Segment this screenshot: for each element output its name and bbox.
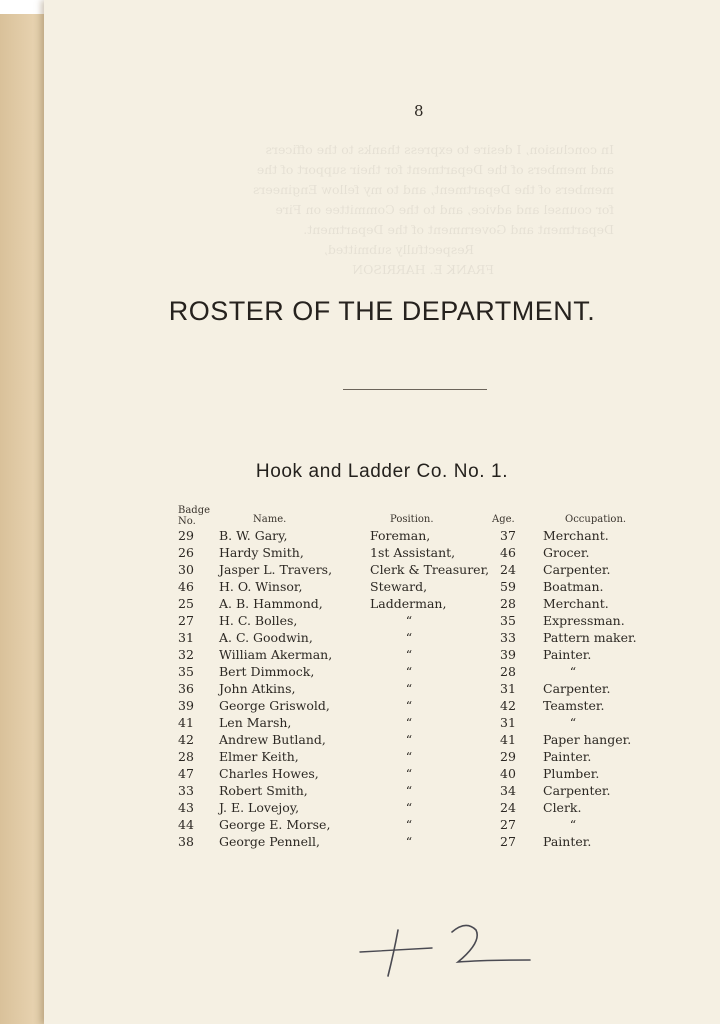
bleed-line: Department and Government of the Department. [303,222,614,237]
cell-occupation: Painter. [543,647,592,662]
cell-position: “ [405,800,413,815]
cell-name: J. E. Lovejoy, [219,800,300,815]
cell-occupation: Carpenter. [543,783,611,798]
cell-name: George E. Morse, [219,817,331,832]
cell-badge: 41 [178,715,194,730]
cell-age: 31 [500,715,516,730]
cell-age: 31 [500,681,516,696]
cell-badge: 35 [178,664,194,679]
cell-occupation: Clerk. [543,800,582,815]
cell-position: “ [405,834,413,849]
cell-name: H. C. Bolles, [219,613,298,628]
cell-position: “ [405,681,413,696]
cell-age: 46 [500,545,516,560]
cell-occupation: Expressman. [543,613,625,628]
table-row [44,782,720,799]
cell-name: Elmer Keith, [219,749,299,764]
header-badge: Badge No. [178,505,211,527]
cell-age: 28 [500,596,516,611]
header-occupation: Occupation. [565,514,627,525]
bleed-line: members of the Department, and to my fellow Engineers [252,182,614,197]
cell-badge: 31 [178,630,194,645]
cell-badge: 43 [178,800,194,815]
cell-badge: 39 [178,698,194,713]
cell-badge: 25 [178,596,194,611]
cell-badge: 42 [178,732,194,747]
cell-age: 24 [500,562,516,577]
cell-name: A. B. Hammond, [219,596,323,611]
cell-position: 1st Assistant, [370,545,456,560]
cell-badge: 46 [178,579,194,594]
cell-occupation: “ [569,715,577,730]
cell-occupation: Pattern maker. [543,630,637,645]
table-row [44,748,720,765]
bleed-line: for counsel and advice, and to the Committee on Fire [275,202,614,217]
table-row [44,765,720,782]
bleed-line: and members of the Department for their support of the [256,162,614,177]
cell-badge: 27 [178,613,194,628]
cell-badge: 38 [178,834,194,849]
cell-badge: 47 [178,766,194,781]
cell-badge: 26 [178,545,194,560]
cell-occupation: Carpenter. [543,562,611,577]
cell-occupation: Carpenter. [543,681,611,696]
cell-position: Clerk & Treasurer, [370,562,490,577]
bleed-line: In conclusion, I desire to express thanks to the officers [265,142,614,157]
table-row [44,527,720,544]
table-row [44,680,720,697]
cell-age: 29 [500,749,516,764]
table-row [44,578,720,595]
table-row [44,612,720,629]
cell-age: 24 [500,800,516,815]
cell-age: 35 [500,613,516,628]
cell-age: 27 [500,834,516,849]
cell-badge: 30 [178,562,194,577]
cell-name: B. W. Gary, [219,528,288,543]
cell-position: Foreman, [370,528,431,543]
cell-position: “ [405,647,413,662]
table-row [44,544,720,561]
bleed-line: Respectfully submitted, [323,242,474,257]
cell-position: “ [405,664,413,679]
table-row [44,816,720,833]
header-name: Name. [253,514,287,525]
bleed-line: FRANK E. HARRISON [352,262,494,277]
table-row [44,697,720,714]
cell-badge: 32 [178,647,194,662]
cell-position: “ [405,766,413,781]
roster-table [44,527,720,850]
cell-occupation: Paper hanger. [543,732,632,747]
document-page [44,0,720,1024]
bleed-through-text [194,140,614,280]
cell-occupation: Merchant. [543,528,609,543]
cell-occupation: Teamster. [543,698,605,713]
cell-age: 27 [500,817,516,832]
table-row [44,714,720,731]
cell-position: “ [405,783,413,798]
cell-age: 28 [500,664,516,679]
table-row [44,629,720,646]
table-row [44,595,720,612]
cell-position: “ [405,817,413,832]
handwritten-page-mark [354,918,534,988]
cell-name: H. O. Winsor, [219,579,303,594]
header-age: Age. [492,514,515,525]
table-row [44,833,720,850]
cell-occupation: Painter. [543,749,592,764]
cell-name: Jasper L. Travers, [219,562,333,577]
cell-occupation: Plumber. [543,766,600,781]
cell-position: Steward, [370,579,428,594]
cell-name: Hardy Smith, [219,545,304,560]
cell-position: “ [405,630,413,645]
cell-occupation: Merchant. [543,596,609,611]
cell-occupation: Painter. [543,834,592,849]
page-title: ROSTER OF THE DEPARTMENT. [168,296,596,326]
cell-name: George Griswold, [219,698,330,713]
cell-occupation: “ [569,664,577,679]
cell-position: “ [405,749,413,764]
cell-position: “ [405,613,413,628]
table-row [44,663,720,680]
cell-name: Len Marsh, [219,715,292,730]
page-number: 8 [414,102,424,120]
cell-name: Robert Smith, [219,783,308,798]
table-row [44,646,720,663]
cell-age: 34 [500,783,516,798]
cell-badge: 28 [178,749,194,764]
cell-age: 39 [500,647,516,662]
cell-occupation: Boatman. [543,579,604,594]
cell-name: Bert Dimmock, [219,664,315,679]
table-row [44,561,720,578]
cell-age: 40 [500,766,516,781]
cell-name: John Atkins, [219,681,296,696]
cell-age: 37 [500,528,516,543]
cell-badge: 44 [178,817,194,832]
table-row [44,799,720,816]
cell-position: Ladderman, [370,596,447,611]
cell-position: “ [405,698,413,713]
cell-name: William Akerman, [219,647,333,662]
cell-position: “ [405,732,413,747]
cell-age: 42 [500,698,516,713]
divider-rule [343,389,487,390]
cell-name: A. C. Goodwin, [219,630,313,645]
cell-name: Charles Howes, [219,766,319,781]
cell-name: George Pennell, [219,834,320,849]
cell-age: 41 [500,732,516,747]
cell-occupation: Grocer. [543,545,590,560]
cell-badge: 36 [178,681,194,696]
company-heading: Hook and Ladder Co. No. 1. [255,461,509,482]
cell-age: 59 [500,579,516,594]
cell-occupation: “ [569,817,577,832]
cell-position: “ [405,715,413,730]
header-position: Position. [390,514,434,525]
table-row [44,731,720,748]
cell-age: 33 [500,630,516,645]
cell-badge: 33 [178,783,194,798]
cell-name: Andrew Butland, [219,732,326,747]
cell-badge: 29 [178,528,194,543]
